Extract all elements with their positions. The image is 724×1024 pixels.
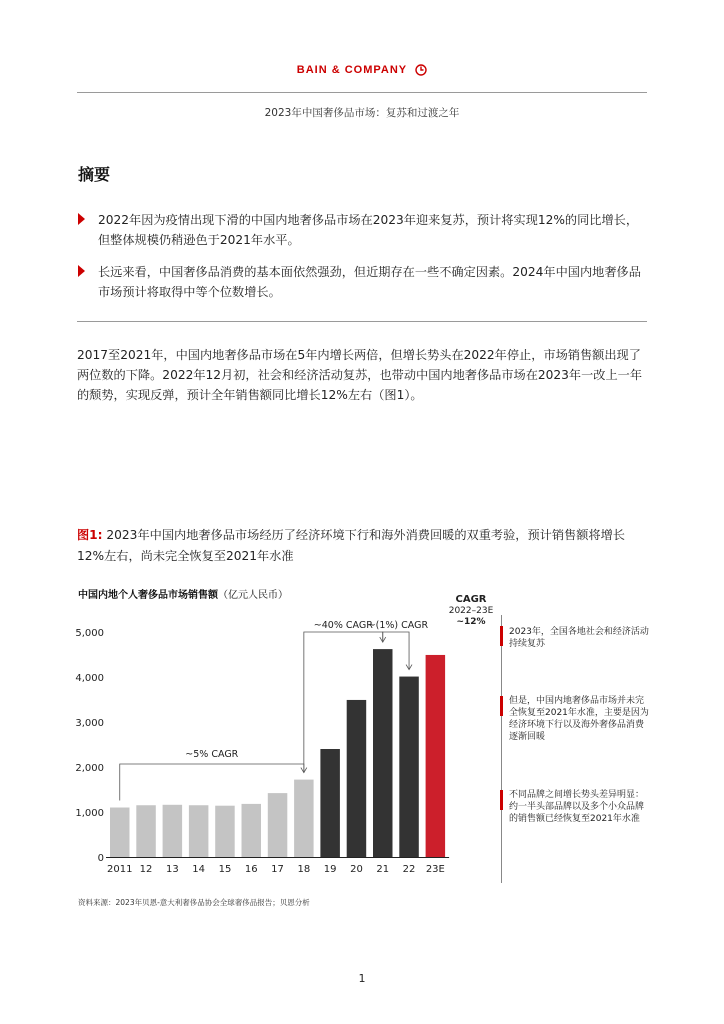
bar-22 [399, 677, 419, 857]
y-tick-label: 2,000 [75, 763, 104, 774]
x-tick-label: 18 [297, 864, 311, 875]
summary-bullet-text: 长远来看，中国奢侈品消费的基本面依然强劲，但近期存在一些不确定因素。2024年中国内地奢侈品市场预计将取得中等个位数增长。 [98, 265, 641, 299]
side-note-2: 但是，中国内地奢侈品市场并未完全恢复至2021年水准，主要是因为经济环境下行以及海外奢侈品消费逐渐回暖 [509, 696, 649, 742]
summary-bullet-text: 2022年因为疫情出现下滑的中国内地奢侈品市场在2023年迎来复苏，预计将实现12%的同比增长，但整体规模仍稍逊色于2021年水平。 [98, 213, 639, 247]
bar-19 [320, 749, 340, 857]
y-tick-label: 4,000 [75, 673, 104, 684]
cagr-label-3: ~(1%) CAGR [367, 620, 429, 631]
chart-title-unit: （亿元人民币） [218, 590, 288, 601]
figure-caption [77, 525, 652, 567]
figure-caption-text: 2023年中国内地奢侈品市场经历了经济环境下行和海外消费回暖的双重考验，预计销售额将增长12%左右，尚未完全恢复至2021年水准 [77, 528, 625, 563]
bullet-triangle-icon [78, 213, 85, 225]
x-tick-label: 14 [192, 864, 206, 875]
header-divider [77, 92, 647, 93]
x-tick-label: 13 [165, 864, 179, 875]
figure-number: 图1: [77, 528, 103, 542]
bar-20 [347, 700, 367, 857]
cagr-bracket-2-line [304, 632, 383, 773]
cagr-label-1: ~5% CAGR [185, 749, 239, 760]
bar-13 [163, 805, 183, 857]
bar-12 [136, 805, 156, 857]
page-number: 1 [358, 972, 366, 985]
brand-name: BAIN & COMPANY [296, 64, 408, 77]
brand-logo [0, 64, 724, 76]
note-marker [500, 626, 503, 646]
x-tick-label: 16 [244, 864, 258, 875]
y-tick-label: 1,000 [75, 808, 104, 819]
bar-21 [373, 649, 393, 857]
bar-14 [189, 805, 209, 857]
chart-title [78, 586, 288, 601]
x-tick-label: 12 [139, 864, 153, 875]
notes-divider [501, 615, 502, 883]
x-tick-label: 21 [376, 864, 390, 875]
section-divider [77, 321, 647, 322]
side-note-1: 2023年，全国各地社会和经济活动持续复苏 [509, 627, 649, 649]
y-tick-label: 5,000 [75, 628, 104, 639]
note-marker [500, 696, 503, 716]
bar-16 [242, 804, 262, 857]
chart-title-main: 中国内地个人奢侈品市场销售额 [78, 590, 218, 601]
summary-heading: 摘要 [78, 165, 111, 184]
bain-logo-icon [415, 64, 427, 76]
cagr-header-label: CAGR [455, 594, 487, 605]
bar-17 [268, 793, 288, 857]
summary-bullet-1 [78, 210, 648, 250]
summary-bullet-2 [78, 262, 648, 302]
cagr-label-2: ~40% CAGR [313, 620, 373, 631]
x-tick-label: 22 [402, 864, 416, 875]
x-tick-label: 15 [218, 864, 232, 875]
bar-15 [215, 806, 235, 857]
sales-bar-chart [70, 600, 500, 885]
note-marker [500, 790, 503, 810]
body-paragraph: 2017至2021年，中国内地奢侈品市场在5年内增长两倍，但增长势头在2022年停止，市场销售额出现了两位数的下降。2022年12月初，社会和经济活动复苏，也带动中国内地奢侈品市场在2023年一改上一年的颓势，实现反弹，预计全年销售额同比增长12%左右（图1）。 [77, 348, 643, 402]
y-tick-label: 3,000 [75, 718, 104, 729]
cagr-header-value: ~12% [456, 617, 486, 627]
x-tick-label: 23E [425, 864, 445, 875]
x-tick-label: 17 [271, 864, 284, 875]
x-tick-label: 20 [350, 864, 363, 875]
bar-18 [294, 780, 314, 857]
cagr-header-period: 2022–23E [448, 605, 494, 616]
y-tick-label: 0 [97, 853, 104, 864]
report-title: 2023年中国奢侈品市场：复苏和过渡之年 [264, 107, 460, 119]
source-note: 资料来源：2023年贝恩-意大利奢侈品协会全球奢侈品报告；贝恩分析 [78, 898, 310, 907]
x-tick-label: 19 [323, 864, 337, 875]
bar-23E [426, 655, 446, 857]
bar-2011 [110, 808, 130, 858]
side-note-3: 不同品牌之间增长势头差异明显：约一半头部品牌以及多个小众品牌的销售额已经恢复至2021年水准 [509, 790, 645, 824]
bullet-triangle-icon [78, 265, 85, 277]
x-tick-label: 2011 [107, 864, 133, 875]
